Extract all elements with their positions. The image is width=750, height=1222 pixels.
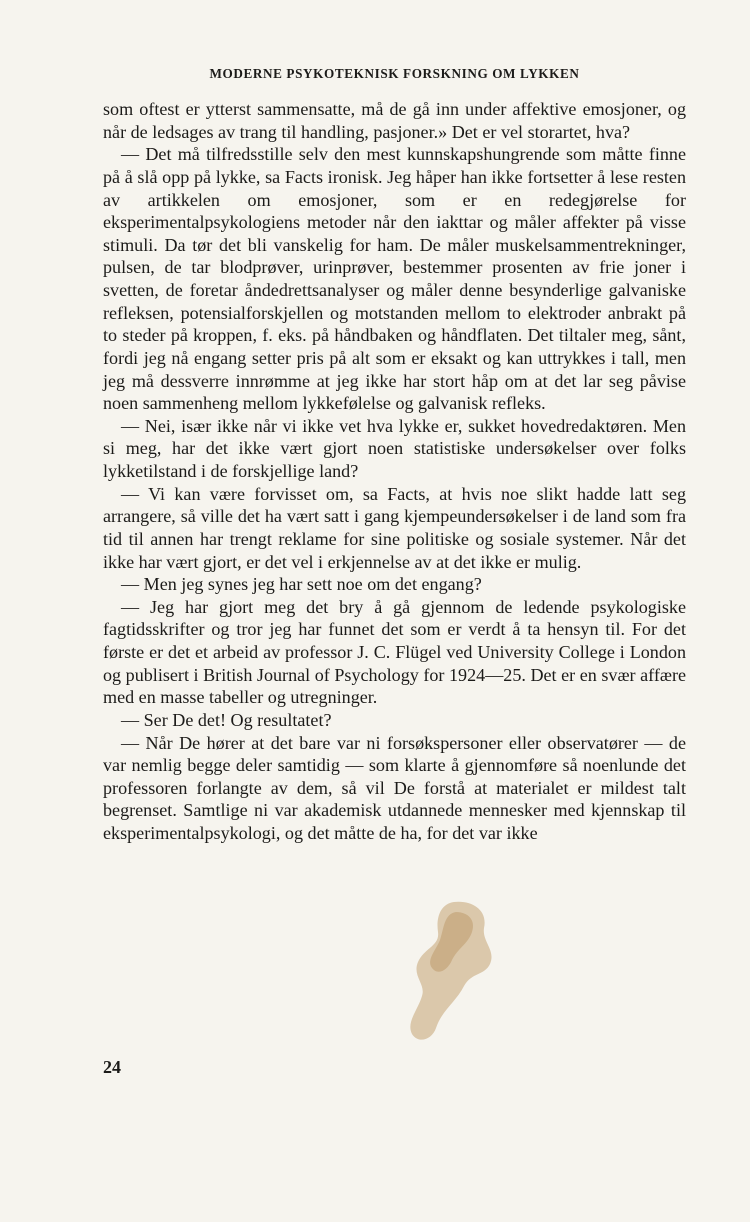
paragraph: — Det må tilfredsstille selv den mest kunnskapshungrende som måtte finne på å slå opp på lykke, sa Facts ironisk. Jeg håper han ikke fortsetter å lese resten av artikkelen om emosjoner, som er en redegjørelse for eksperimentalpsykologiens metoder når den iakttar og måler affekter på visse stimuli. Da tør det bli vanskelig for ham. De måler muskelsammentrekninger, pulsen, de tar blodprøver, urinprøver, bestemmer prosenten av frie joner i svetten, de foretar åndedrettsanalyser og måler denne besynderlige galvaniske refleksen, potensialforskjellen og motstanden mellom to elektroder anbrakt på to steder på kroppen, f. eks. på håndbaken og håndflaten. Det tiltaler meg, sånt, fordi jeg nå engang setter pris på alt som er eksakt og kan uttrykkes i tall, men jeg må dessverre innrømme at jeg ikke har stort håp om at det lar seg påvise noen sammenheng mellom lykkefølelse og galvanisk refleks. xyxy=(103,144,686,414)
body-text xyxy=(103,98,686,845)
running-head: MODERNE PSYKOTEKNISK FORSKNING OM LYKKEN xyxy=(209,66,580,81)
paper-stain xyxy=(392,898,512,1046)
paragraph: — Ser De det! Og resultatet? xyxy=(121,709,332,730)
paragraph: — Vi kan være forvisset om, sa Facts, at hvis noe slikt hadde latt seg arrangere, så ville det ha vært satt i gang kjempeundersøkelser i de land som fra tid til annen har trengt reklame for sine politiske og sosiale systemer. Når det ikke har vært gjort, er det vel i erkjennelse av at det ikke er mulig. xyxy=(103,483,686,572)
paragraph: — Nei, især ikke når vi ikke vet hva lykke er, sukket hovedredaktøren. Men si meg, har det ikke vært gjort noen statistiske undersøkelser over folks lykketilstand i de forskjellige land? xyxy=(103,415,686,481)
paragraph: — Når De hører at det bare var ni forsøkspersoner eller observatører — de var nemlig begge deler samtidig — som klarte å gjennomføre så noenlunde det professoren forlangte av dem, så vil De forstå at materialet er mildest talt begrenset. Samtlige ni var akademisk utdannede mennesker med kjennskap til eksperimentalpsykologi, og det måtte de ha, for det var ikke xyxy=(103,732,686,843)
paragraph: — Men jeg synes jeg har sett noe om det engang? xyxy=(121,574,482,595)
paragraph: som oftest er ytterst sammensatte, må de gå inn under affektive emosjoner, og når de ledsages av trang til handling, pasjoner.» Det er vel storartet, hva? xyxy=(103,99,686,142)
paragraph: — Jeg har gjort meg det bry å gå gjennom de ledende psykologiske fagtidsskrifter og tror jeg har funnet det som er verdt å ta hensyn til. For det første er det et arbeid av professor J. C. Flügel ved University College i London og publisert i British Journal of Psychology for 1924—25. Det er en svær affære med en masse tabeller og utregninger. xyxy=(103,596,686,708)
page-number: 24 xyxy=(103,1057,121,1077)
